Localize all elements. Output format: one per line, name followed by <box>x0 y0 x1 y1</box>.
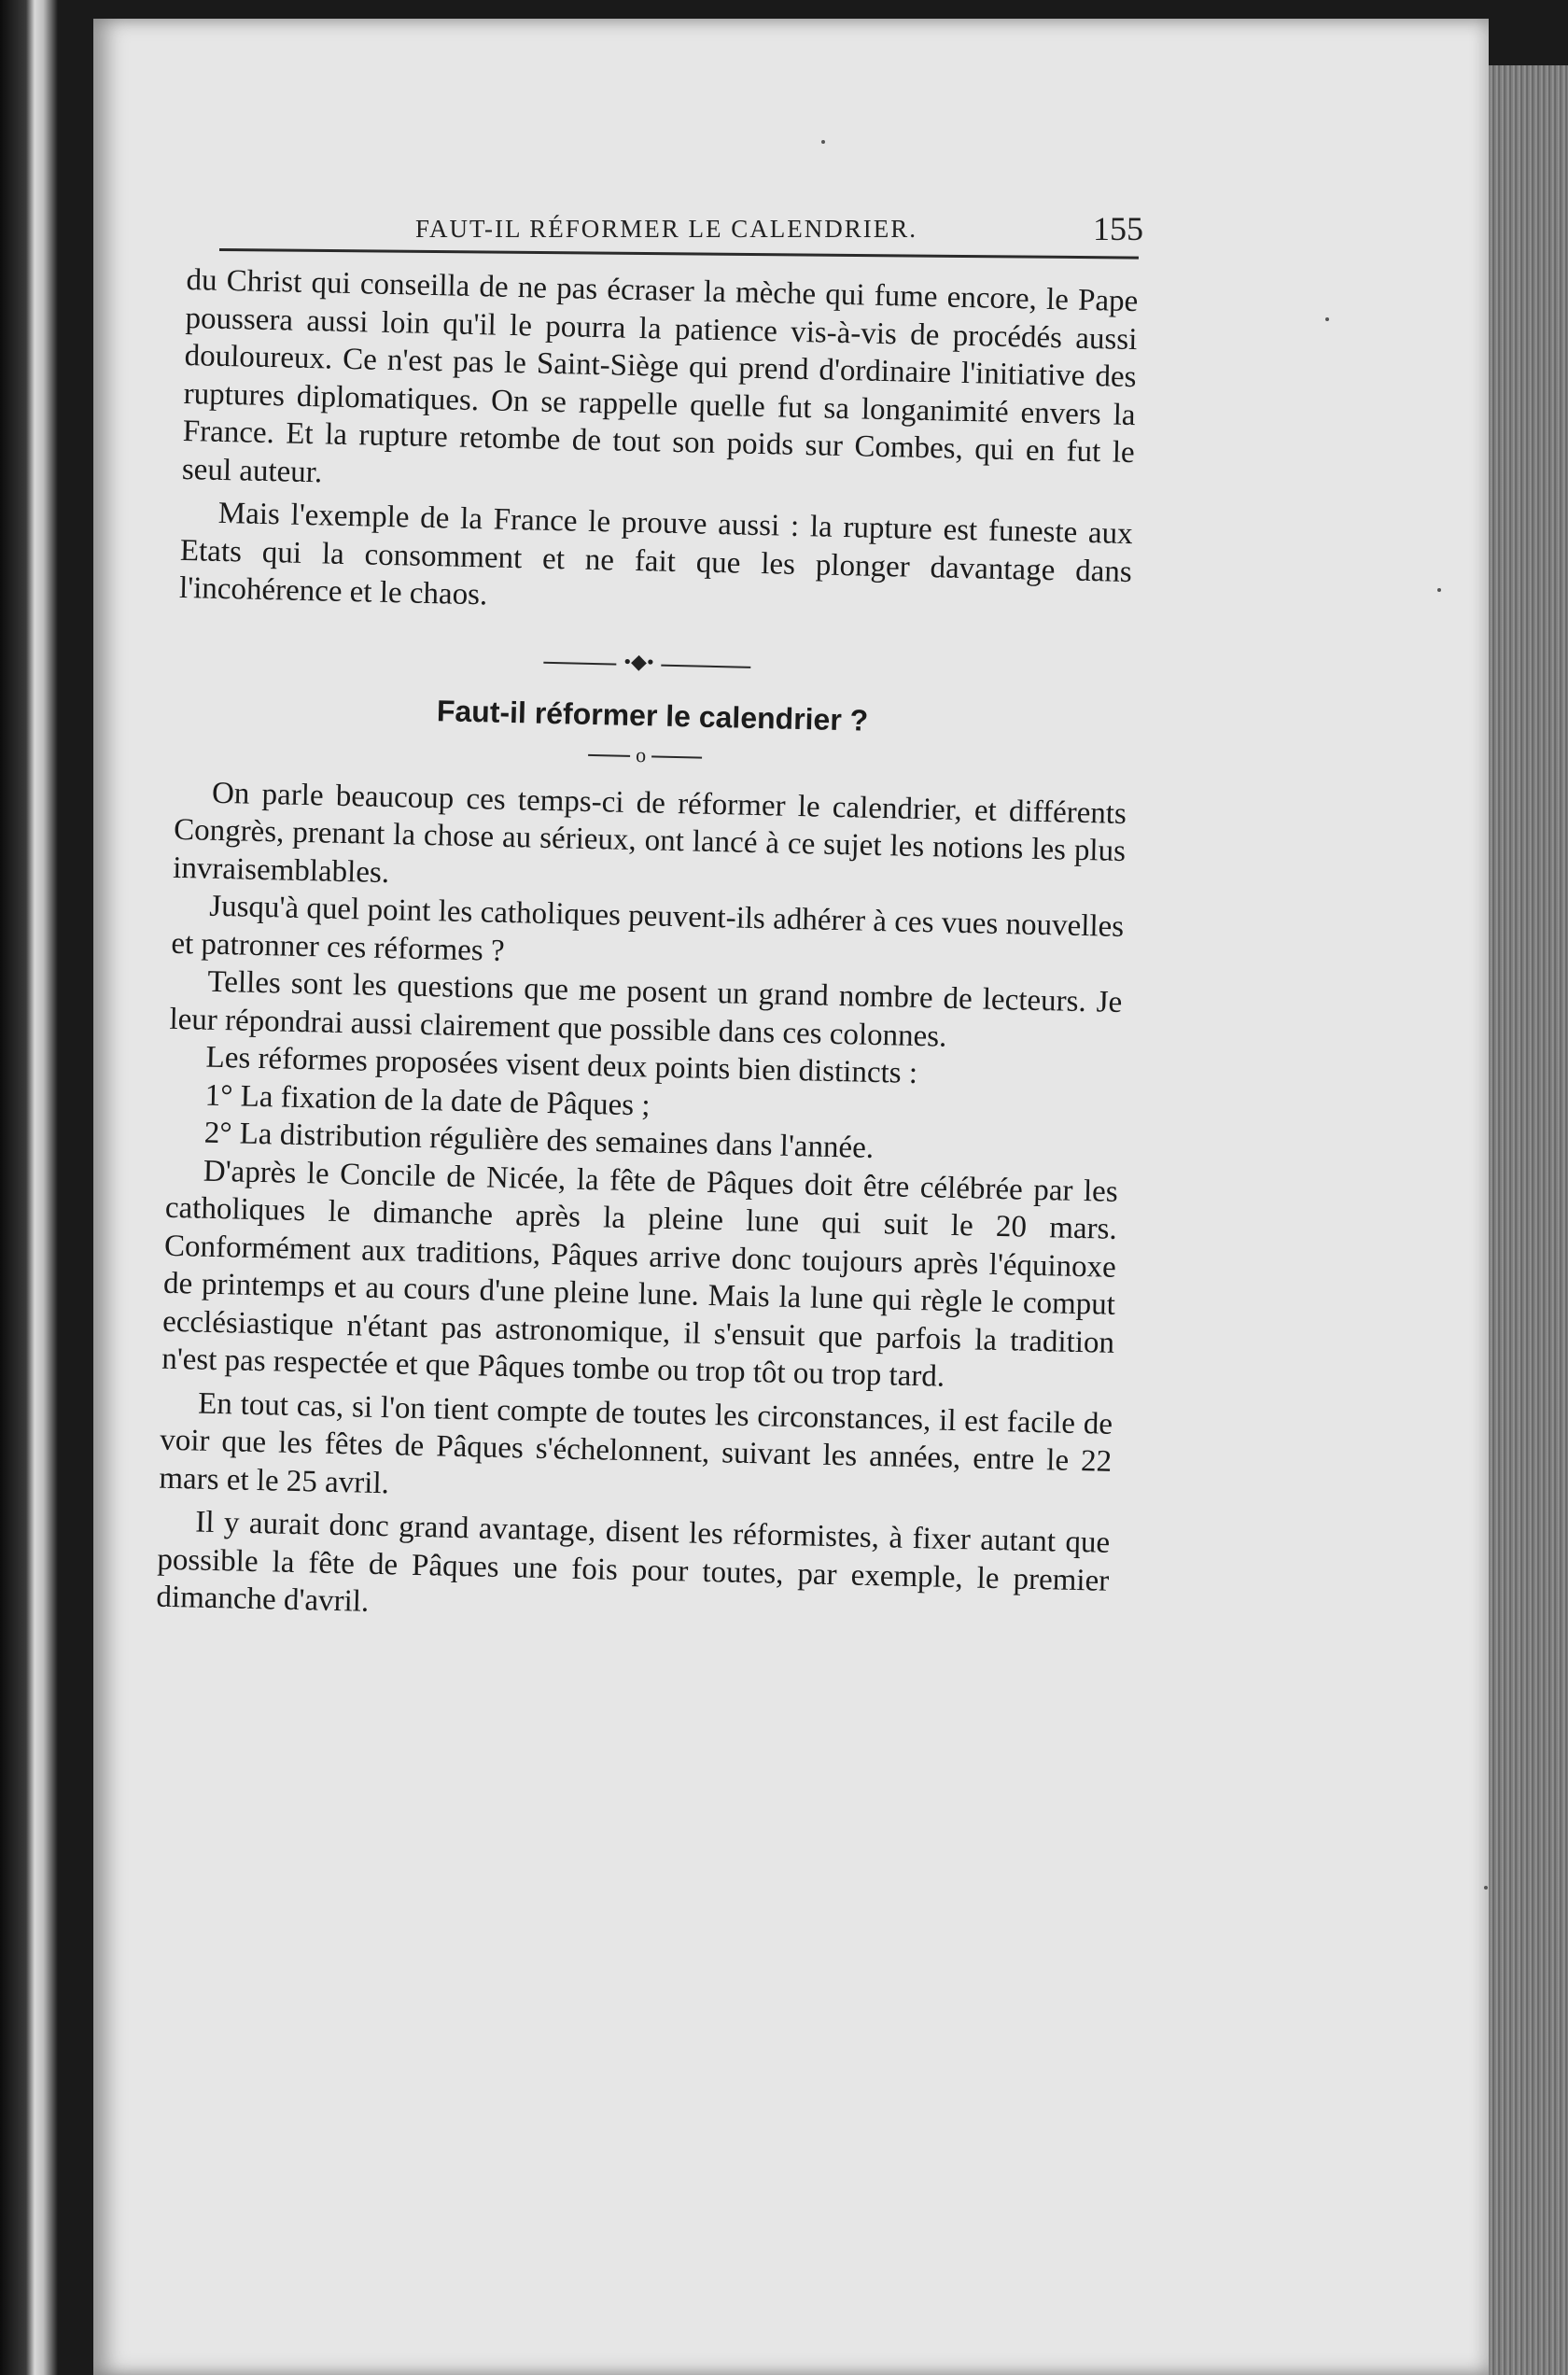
list-item: 2° La distribution régulière des semaines dans l'année. <box>203 1116 875 1165</box>
paragraph: On parle beaucoup ces temps-ci de réformer le calendrier, et différents Congrès, prenant la chose au sérieux, ont lancé à ce sujet les notions les plus invraisemblables. <box>172 776 1127 890</box>
book-page-edges <box>1484 65 1568 2375</box>
running-title: FAUT-IL RÉFORMER LE CALENDRIER. <box>415 215 918 243</box>
speck <box>1325 317 1329 321</box>
list-item: 1° La fixation de la date de Pâques ; <box>204 1078 651 1122</box>
paragraph: Telles sont les questions que me posent un grand nombre de lecteurs. Je leur répondrai aussi clairement que possible dans ces colonnes. <box>169 964 1123 1054</box>
page-number: 155 <box>1093 210 1143 247</box>
paragraph: D'après le Concile de Nicée, la fête de Pâques doit être célébrée par les catholiques le dimanche après la pleine lune qui suit le 20 mars. Conformément aux traditions, Pâques arrive donc toujours après l'équinoxe de printemps et au cours d'une pleine lune. Mais la lune qui règle le comput ecclésiastique n'étant pas astronomique, il s'ensuit que parfois la tradition n'est pas respectée et que Pâques tombe ou trop tôt ou trop tard. <box>161 1154 1119 1394</box>
paragraph: En tout cas, si l'on tient compte de toutes les circonstances, il est facile de voir que les fêtes de Pâques s'échelonnent, suivant les années, entre le 22 mars et le 25 avril. <box>159 1386 1113 1500</box>
paragraph: Mais l'exemple de la France le prouve aussi : la rupture est funeste aux Etats qui la consomment et ne fait que les plonger davantage dans l'incohérence et le chaos. <box>178 496 1134 612</box>
section-title: Faut-il réformer le calendrier ? <box>436 693 869 738</box>
paragraph: Il y aurait donc grand avantage, disent les réformistes, à fixer autant que possible la fête de Pâques une fois pour toutes, par exemple, le premier dimanche d'avril. <box>156 1505 1111 1619</box>
scanner-left-edge <box>0 0 58 2375</box>
paragraph: du Christ qui conseilla de ne pas écraser la mèche qui fume encore, le Pape poussera aussi loin qu'il le pourra la patience vis-à-vis de procédés aussi douloureux. Ce n'est pas le Saint-Siège qui prend d'ordinaire l'initiative des ruptures diplomatiques. On se rappelle quelle fut sa longanimité envers la France. Et la rupture retombe de tout son poids sur Combes, qui en fut le seul auteur. <box>181 262 1139 489</box>
ornament-ring: o <box>630 742 652 767</box>
text-block <box>156 261 1139 1637</box>
speck <box>1484 1886 1488 1890</box>
divider-glyph: •◆• <box>616 649 662 674</box>
paragraph: Les réformes proposées visent deux points bien distincts : <box>205 1040 918 1090</box>
speck <box>1437 588 1441 592</box>
speck <box>821 140 825 144</box>
paragraph: Jusqu'à quel point les catholiques peuvent-ils adhérer à ces vues nouvelles et patronner ces réformes ? <box>171 889 1125 968</box>
